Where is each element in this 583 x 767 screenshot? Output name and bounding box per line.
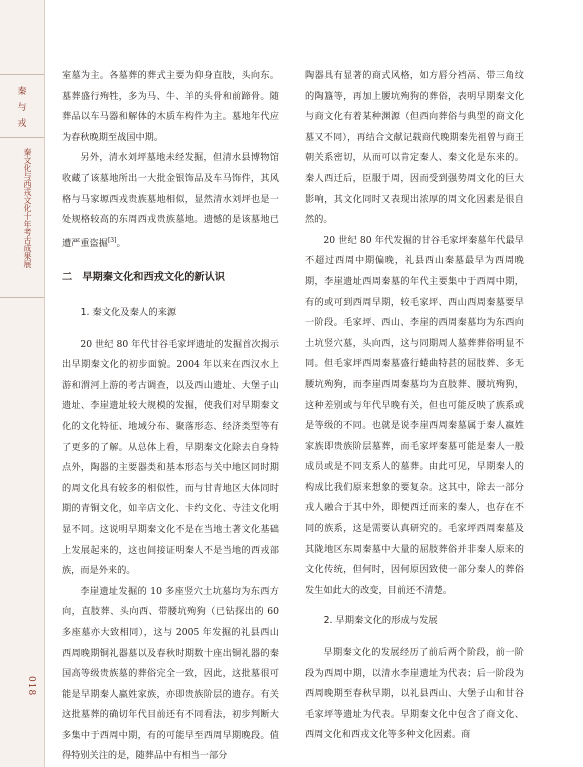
section-heading: 二 早期秦文化和西戎文化的新认识 (62, 272, 225, 284)
subsection-heading: 1. 秦文化及秦人的来源 (80, 307, 177, 318)
paragraph: 陶器具有显著的商式风格，如方唇分裆鬲、带三角纹的陶簋等，再加上腰坑殉狗的葬俗，表明早期秦文化与商文化有着某种渊源（但西向葬俗与典型的商文化墓又不同），再结合文献记载商代晚期秦先祖曾与商王朝关系密切，从而可以肯定秦人、秦文化是东来的。秦人西迁后，臣服于周，因而受到强势周文化的巨大影响，其文化同时又表现出浓厚的周文化因素是很自然的。 (305, 70, 524, 226)
right-column (305, 66, 524, 746)
sidebar-title (0, 84, 44, 132)
sidebar-title-char: 秦 (17, 87, 27, 97)
paragraph (62, 148, 279, 254)
paragraph: 早期秦文化的发展经历了前后两个阶段，前一阶段为西周中期，以清水李崖遗址为代表；后一阶段为西周晚期至春秋早期，以礼县西山、大堡子山和甘谷毛家坪等遗址为代表。早期秦文化中包含了商文化、西周文化和西戎文化等多种文化因素。商 (305, 647, 524, 741)
left-column (62, 66, 279, 767)
page-number: 018 (26, 676, 36, 697)
sidebar-divider (0, 74, 44, 75)
paragraph: 李崖遗址发掘的 10 多座竖穴土坑墓均为东西方向，直肢葬、头向西、带腰坑殉狗（已钻探出的 60 多座墓亦大致相同），这与 2005 年发掘的礼县西山西周晚期铜礼器墓以及春秋时期数十座出铜礼器的秦国高等级贵族墓的葬俗完全一致，因此，这批墓很可能是早期秦人嬴姓家族，亦即贵族阶层的遗存。有关这批墓葬的确切年代目前还有不同看法，初步判断大多集中于西周中期，有的可能早至西周早期晚段。值得特别关注的是，随葬品中有相当一部分 (62, 585, 279, 762)
subsection-heading: 2. 早期秦文化的形成与发展 (323, 615, 438, 627)
sidebar-divider (0, 297, 44, 298)
paragraph-text: 另外，清水刘坪墓地未经发掘，但清水县博物馆收藏了该墓地所出一大批金银饰品及车马饰件，其风格与马家塬西戎贵族墓地相似，显然清水刘坪也是一处规格较高的东周西戎贵族墓地。遗憾的是该墓地已遭严重盗掘 (62, 152, 279, 249)
sidebar-title-char: 与 (17, 103, 27, 113)
paragraph: 室墓为主。各墓葬的葬式主要为仰身直肢，头向东。墓葬盛行殉牲，多为马、牛、羊的头骨和前蹄骨。随葬品以车马器和解体的木质车构件为主。墓地年代应为春秋晚期至战国中期。 (62, 70, 279, 143)
sidebar-subtitle: 秦文化与西戎文化十年考古成果展 (23, 148, 32, 268)
paragraph: 20 世纪 80 年代发掘的甘谷毛家坪秦墓年代最早不超过西周中期偏晚，礼县西山秦墓最早为西周晚期，李崖遗址西周秦墓的年代主要集中于西周中期，有的或可到西周早期，较毛家坪、西山西周秦墓要早一阶段。毛家坪、西山、李崖的西周秦墓均为东西向土坑竖穴墓，头向西，这与同期周人墓葬葬俗明显不同。但毛家坪西周秦墓盛行蜷曲特甚的屈肢葬、多无腰坑殉狗，而李崖西周秦墓均为直肢葬、腰坑殉狗，这种差别或与年代早晚有关，但也可能反映了族系或是等级的不同。也就是说李崖西周秦墓属于秦人嬴姓家族即贵族阶层墓葬，而毛家坪秦墓可能是秦人一般成员或是不同支系人的墓葬。由此可见，早期秦人的构成比我们原来想象的要复杂。这其中，除去一部分戎人融合于其中外，即便西迁而来的秦人，也存在不同的族系，这是需要认真研究的。毛家坪西周秦墓及其陇地区东周秦墓中大量的屈肢葬俗并非秦人原来的文化传统，但何时，因何原因致使一部分秦人的葬俗发生如此大的改变，目前还不清楚。 (305, 234, 524, 596)
sidebar-divider (0, 137, 44, 138)
sidebar-title-char: 戎 (17, 119, 27, 129)
paragraph: 20 世纪 80 年代甘谷毛家坪遗址的发掘首次揭示出早期秦文化的初步面貌。2004 年以来在西汉水上游和渭河上游的考古调查，以及西山遗址、大堡子山遗址、李崖遗址较大规模的发掘，使我们对早期秦文化的文化特征、地域分布、聚落形态、经济类型等有了更多的了解。从总体上看，早期秦文化除去自身特点外，陶器的主要器类和基本形态与关中地区同时期的周文化具有较多的相似性，而与甘青地区大体同时期的青铜文化，如辛店文化、卡约文化、寺洼文化明显不同。这说明早期秦文化不是在当地土著文化基础上发展起来的，这也间接证明秦人不是当地的西戎部族，而是外来的。 (62, 338, 279, 577)
paragraph-end: 。 (116, 237, 126, 249)
footnote-ref: [3] (107, 236, 117, 244)
sidebar (0, 0, 45, 767)
